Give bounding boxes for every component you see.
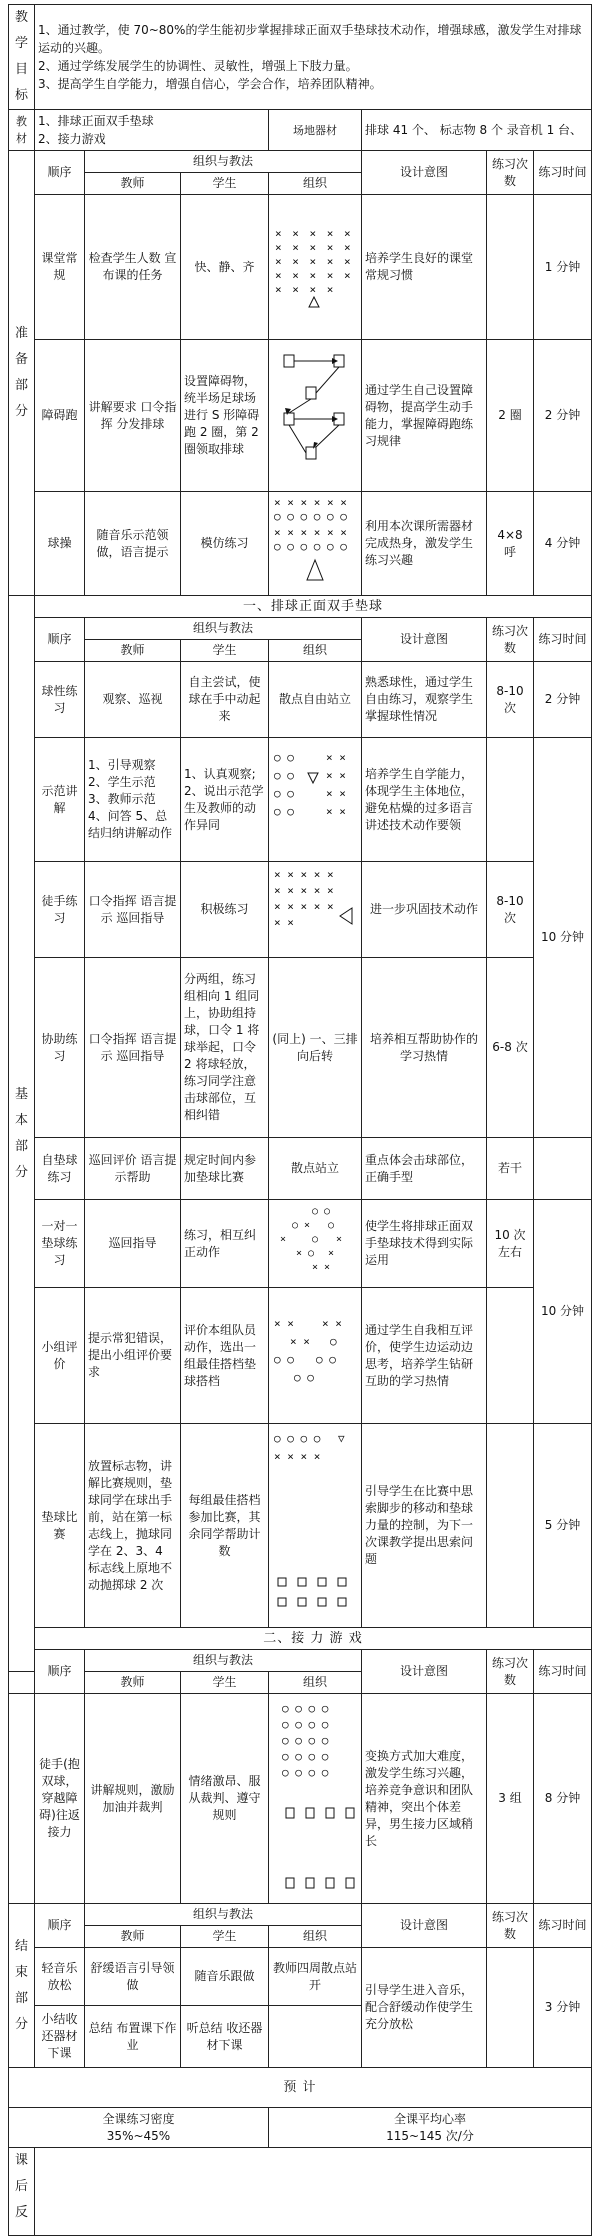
row-time: 8 分钟 <box>534 1694 592 1904</box>
row-teacher: 讲解要求 口令指挥 分发排球 <box>85 340 181 492</box>
row-teacher: 随音乐示范领做，语言提示 <box>85 492 181 596</box>
svg-text:× × × × × ×: × × × × × × <box>274 496 347 509</box>
row-reps <box>487 1424 534 1628</box>
heart-rate-label: 全课平均心率 <box>393 2111 466 2126</box>
table-row <box>9 195 592 340</box>
svg-text:○: ○ <box>312 1234 319 1245</box>
formation-diagram <box>269 738 362 862</box>
svg-text:○ ○ ○ ○: ○ ○ ○ ○ <box>274 1432 321 1445</box>
header-teacher: 教师 <box>85 1926 181 1948</box>
svg-text:× ×: × × <box>326 769 346 782</box>
row-reps <box>487 1948 534 2068</box>
row-student: 情绪激昂、服从裁判、遵守规则 <box>181 1694 269 1904</box>
svg-text:○ ○ ○ ○ ○ ○: ○ ○ ○ ○ ○ ○ <box>274 510 347 523</box>
objectives-label: 教学目标 <box>9 5 35 110</box>
svg-text:○ ○ ○ ○: ○ ○ ○ ○ <box>282 1766 329 1779</box>
header-design: 设计意图 <box>362 618 487 662</box>
header-order: 顺序 <box>35 1650 85 1694</box>
header-reps: 练习次数 <box>487 151 534 195</box>
row-order: 徒手练习 <box>35 862 85 958</box>
row-student: 听总结 收还器材下课 <box>181 2006 269 2068</box>
row-student: 规定时间内参加垫球比赛 <box>181 1138 269 1200</box>
table-row <box>9 958 592 1138</box>
row-organization: 散点站立 <box>269 1138 362 1200</box>
density-label: 全课练习密度 <box>102 2111 175 2126</box>
header-time: 练习时间 <box>534 1650 592 1694</box>
header-teacher: 教师 <box>85 173 181 195</box>
row-time: 5 分钟 <box>534 1424 592 1628</box>
table-row <box>9 1138 592 1200</box>
relay-diagram <box>269 1694 362 1904</box>
row-student: 随音乐跟做 <box>181 1948 269 2006</box>
svg-text:○ ○: ○ ○ <box>274 769 294 782</box>
row-order: 垫球比赛 <box>35 1424 85 1628</box>
row-organization: (同上) 一、三排向后转 <box>269 958 362 1138</box>
table-row <box>9 862 592 958</box>
header-design: 设计意图 <box>362 1904 487 1948</box>
row-reps: 若干 <box>487 1138 534 1200</box>
row-student: 每组最佳搭档参加比赛，其余同学帮助计数 <box>181 1424 269 1628</box>
row-order: 小结收还器材下课 <box>35 2006 85 2068</box>
venue-value: 排球 41 个、 标志物 8 个 录音机 1 台、 <box>362 110 592 151</box>
svg-text:× × × × ×: × × × × × <box>274 900 334 913</box>
density-cell <box>9 2108 269 2148</box>
svg-text:○ ○: ○ ○ <box>274 787 294 800</box>
row-time: 1 分钟 <box>534 195 592 340</box>
svg-text:○ ○: ○ ○ <box>274 1353 294 1366</box>
row-student: 练习，相互纠正动作 <box>181 1200 269 1288</box>
svg-text:× × × ×: × × × × <box>274 1450 321 1463</box>
svg-text:×: × <box>336 1234 343 1245</box>
row-reps <box>487 195 534 340</box>
section-title: 二、接 力 游 戏 <box>35 1628 592 1650</box>
row-reps: 10 次左右 <box>487 1200 534 1288</box>
svg-text:× × × × ×: × × × × × <box>275 241 353 254</box>
header-order: 顺序 <box>35 618 85 662</box>
table-row <box>9 1424 592 1628</box>
svg-text:× ×: × × <box>322 1317 342 1330</box>
header-teacher: 教师 <box>85 1672 181 1694</box>
row-order: 徒手(抱双球，穿越障碍)往返接力 <box>35 1694 85 1904</box>
header-student: 学生 <box>181 173 269 195</box>
row-order: 小组评价 <box>35 1288 85 1424</box>
svg-text:▽: ▽ <box>338 1432 345 1445</box>
blank-cell <box>9 1694 35 1904</box>
header-time: 练习时间 <box>534 151 592 195</box>
table-row <box>9 1200 592 1288</box>
header-teacher: 教师 <box>85 640 181 662</box>
formation-diagram <box>269 862 362 958</box>
row-design: 变换方式加大难度，激发学生练习兴趣，培养竞争意识和团队精神，突出个体差异，男生接力区域稍长 <box>362 1694 487 1904</box>
density-value: 35%~45% <box>106 2128 171 2143</box>
header-student: 学生 <box>181 640 269 662</box>
row-design: 使学生将排球正面双手垫球技术得到实际运用 <box>362 1200 487 1288</box>
match-diagram <box>269 1424 362 1628</box>
table-row <box>9 492 592 596</box>
section-title: 一、排球正面双手垫球 <box>35 596 592 618</box>
svg-text:× × × × ×: × × × × × <box>274 884 334 897</box>
row-design: 通过学生自我相互评价，使学生边运动边思考，培养学生钻研互助的学习热情 <box>362 1288 487 1424</box>
objective-item: 2、通过学练发展学生的协调性、灵敏性，增强上下肢力量。 <box>38 59 358 73</box>
formation-diagram <box>269 492 362 596</box>
row-teacher: 巡回评价 语言提示帮助 <box>85 1138 181 1200</box>
svg-text:× ×: × × <box>326 751 346 764</box>
row-order: 协助练习 <box>35 958 85 1138</box>
svg-text:× × × × ×: × × × × × <box>275 227 353 240</box>
row-teacher: 1、引导观察 2、学生示范 3、教师示范 4、问答 5、总结归纳讲解动作 <box>85 738 181 862</box>
row-order: 球操 <box>35 492 85 596</box>
row-design: 重点体会击球部位，正确手型 <box>362 1138 487 1200</box>
material-item: 1、排球正面双手垫球 <box>38 114 154 128</box>
header-reps: 练习次数 <box>487 618 534 662</box>
svg-text:× ×: × × <box>326 787 346 800</box>
row-order: 自垫球练习 <box>35 1138 85 1200</box>
header-organization: 组织 <box>269 1926 362 1948</box>
row-design: 培养学生自学能力，体现学生主体地位，避免枯燥的过多语言讲述技术动作要领 <box>362 738 487 862</box>
row-reps: 2 圈 <box>487 340 534 492</box>
objective-item: 1、通过教学，使 70~80%的学生能初步掌握排球正面双手垫球技术动作，增强球感，激发学生对排球运动的兴趣。 <box>38 23 582 55</box>
header-organization: 组织 <box>269 1672 362 1694</box>
heart-rate-value: 115~145 次/分 <box>386 2128 474 2143</box>
row-teacher: 提示常犯错误，提出小组评价要求 <box>85 1288 181 1424</box>
row-order: 课堂常规 <box>35 195 85 340</box>
header-design: 设计意图 <box>362 1650 487 1694</box>
row-student: 模仿练习 <box>181 492 269 596</box>
blank-cell <box>9 1672 35 1694</box>
svg-text:×: × <box>328 1248 335 1259</box>
svg-text:○ ○: ○ ○ <box>274 805 294 818</box>
material-item: 2、接力游戏 <box>38 132 106 146</box>
row-student: 快、静、齐 <box>181 195 269 340</box>
table-row <box>9 1288 592 1424</box>
svg-text:○ ○ ○ ○ ○ ○: ○ ○ ○ ○ ○ ○ <box>274 540 347 553</box>
row-teacher: 检查学生人数 宣布课的任务 <box>85 195 181 340</box>
header-order: 顺序 <box>35 1904 85 1948</box>
row-teacher: 观察、巡视 <box>85 662 181 738</box>
row-reps: 8-10 次 <box>487 662 534 738</box>
estimate-title: 预 计 <box>9 2068 592 2108</box>
objectives-list <box>35 5 592 110</box>
header-org-method: 组织与教法 <box>85 151 362 173</box>
row-organization <box>269 2006 362 2068</box>
table-row <box>9 738 592 862</box>
reflection-content <box>35 2148 592 2236</box>
svg-text:× ×: × × <box>274 916 294 929</box>
header-time: 练习时间 <box>534 618 592 662</box>
pair-diagram <box>269 1200 362 1288</box>
ending-section-label: 结束部分 <box>9 1904 35 2068</box>
header-org-method: 组织与教法 <box>85 618 362 640</box>
row-order: 一对一垫球练习 <box>35 1200 85 1288</box>
row-design: 引导学生在比赛中思索脚步的移动和垫球力量的控制，为下一次课教学提出思索问题 <box>362 1424 487 1628</box>
svg-text:○ ○: ○ ○ <box>274 751 294 764</box>
svg-text:○ ×: ○ × <box>292 1220 311 1231</box>
header-org-method: 组织与教法 <box>85 1650 362 1672</box>
row-teacher: 讲解规则，激励加油并裁判 <box>85 1694 181 1904</box>
svg-text:× × × ×: × × × × <box>275 283 336 296</box>
header-organization: 组织 <box>269 640 362 662</box>
row-design: 利用本次课所需器材完成热身，激发学生练习兴趣 <box>362 492 487 596</box>
svg-text:○ ○ ○ ○: ○ ○ ○ ○ <box>282 1702 329 1715</box>
header-reps: 练习次数 <box>487 1650 534 1694</box>
row-time: 10 分钟 <box>534 738 592 1138</box>
row-reps <box>487 738 534 862</box>
basic-section-label: 基本部分 <box>9 596 35 1672</box>
row-student: 自主尝试，使球在手中动起来 <box>181 662 269 738</box>
heart-rate-cell <box>269 2108 592 2148</box>
table-row <box>9 1948 592 2006</box>
svg-text:× ×: × × <box>274 1317 294 1330</box>
row-time <box>534 1138 592 1200</box>
table-row <box>9 340 592 492</box>
svg-text:○ ○ ○ ○: ○ ○ ○ ○ <box>282 1718 329 1731</box>
row-reps: 6-8 次 <box>487 958 534 1138</box>
row-reps: 4×8 呼 <box>487 492 534 596</box>
row-reps <box>487 1288 534 1424</box>
svg-text:○: ○ <box>328 1220 335 1231</box>
row-student: 1、认真观察; 2、说出示范学生及教师的动作异同 <box>181 738 269 862</box>
row-design: 引导学生进入音乐，配合舒缓动作使学生充分放松 <box>362 1948 487 2068</box>
formation-diagram <box>269 195 362 340</box>
row-organization: 教师四周散点站开 <box>269 1948 362 2006</box>
row-teacher: 舒缓语言引导领做 <box>85 1948 181 2006</box>
svg-text:× × × × ×: × × × × × <box>274 868 334 881</box>
lesson-plan-table <box>8 4 592 2236</box>
svg-text:○ ○: ○ ○ <box>312 1206 331 1217</box>
svg-text:× × × × ×: × × × × × <box>275 255 353 268</box>
svg-text:× ×: × × <box>326 805 346 818</box>
table-row <box>9 662 592 738</box>
svg-text:○ ○ ○ ○: ○ ○ ○ ○ <box>282 1734 329 1747</box>
row-order: 示范讲解 <box>35 738 85 862</box>
row-order: 球性练习 <box>35 662 85 738</box>
prep-section-label: 准备部分 <box>9 151 35 596</box>
obstacle-diagram <box>269 340 362 492</box>
row-order: 轻音乐放松 <box>35 1948 85 2006</box>
row-design: 进一步巩固技术动作 <box>362 862 487 958</box>
materials-list <box>35 110 269 151</box>
row-time: 10 分钟 <box>534 1200 592 1424</box>
row-time: 4 分钟 <box>534 492 592 596</box>
svg-text:○: ○ <box>330 1335 337 1348</box>
row-reps: 3 组 <box>487 1694 534 1904</box>
svg-text:× ○: × ○ <box>296 1248 315 1259</box>
row-student: 评价本组队员动作，选出一组最佳搭档垫球搭档 <box>181 1288 269 1424</box>
row-order: 障碍跑 <box>35 340 85 492</box>
row-design: 熟悉球性，通过学生自由练习，观察学生掌握球性情况 <box>362 662 487 738</box>
reflection-label: 课后反 <box>9 2148 35 2236</box>
row-teacher: 总结 布置课下作业 <box>85 2006 181 2068</box>
svg-text:○ ○: ○ ○ <box>294 1371 314 1384</box>
header-org-method: 组织与教法 <box>85 1904 362 1926</box>
header-order: 顺序 <box>35 151 85 195</box>
svg-text:× × × × ×: × × × × × <box>275 269 353 282</box>
row-teacher: 巡回指导 <box>85 1200 181 1288</box>
row-student: 分两组，练习组相向 1 组同上，协助组持球，口令 1 将球举起，口令 2 将球轻放，练习同学注意击球部位，互相纠错 <box>181 958 269 1138</box>
materials-label: 教材 <box>9 110 35 151</box>
header-reps: 练习次数 <box>487 1904 534 1948</box>
row-time: 2 分钟 <box>534 662 592 738</box>
formation-diagram <box>269 1288 362 1424</box>
header-organization: 组织 <box>269 173 362 195</box>
header-time: 练习时间 <box>534 1904 592 1948</box>
row-time: 2 分钟 <box>534 340 592 492</box>
row-design: 培养相互帮助协作的学习热情 <box>362 958 487 1138</box>
svg-text:× × × × × ×: × × × × × × <box>274 526 347 539</box>
row-design: 培养学生良好的课堂常规习惯 <box>362 195 487 340</box>
header-student: 学生 <box>181 1926 269 1948</box>
row-student: 积极练习 <box>181 862 269 958</box>
svg-text:○ ○: ○ ○ <box>316 1353 336 1366</box>
header-design: 设计意图 <box>362 151 487 195</box>
svg-text:○ ○ ○ ○: ○ ○ ○ ○ <box>282 1750 329 1763</box>
lesson-plan <box>8 4 591 2236</box>
row-teacher: 口令指挥 语言提示 巡回指导 <box>85 862 181 958</box>
row-time: 3 分钟 <box>534 1948 592 2068</box>
svg-text:× ×: × × <box>290 1335 310 1348</box>
svg-text:× ×: × × <box>312 1262 331 1273</box>
row-teacher: 放置标志物，讲解比赛规则，垫球同学在球出手前，站在第一标志线上，抛球同学在 2、3、4 标志线上原地不动抛掷球 2 次 <box>85 1424 181 1628</box>
objective-item: 3、提高学生自学能力，增强自信心，学会合作，培养团队精神。 <box>38 77 382 91</box>
row-student: 设置障碍物，统半场足球场进行 S 形障碍跑 2 圈，第 2 圈领取排球 <box>181 340 269 492</box>
row-design: 通过学生自己设置障碍物，提高学生动手能力，掌握障碍跑练习规律 <box>362 340 487 492</box>
table-row <box>9 1694 592 1904</box>
row-reps: 8-10 次 <box>487 862 534 958</box>
svg-text:×: × <box>280 1234 287 1245</box>
header-student: 学生 <box>181 1672 269 1694</box>
venue-label: 场地器材 <box>269 110 362 151</box>
row-organization: 散点自由站立 <box>269 662 362 738</box>
row-teacher: 口令指挥 语言提示 巡回指导 <box>85 958 181 1138</box>
